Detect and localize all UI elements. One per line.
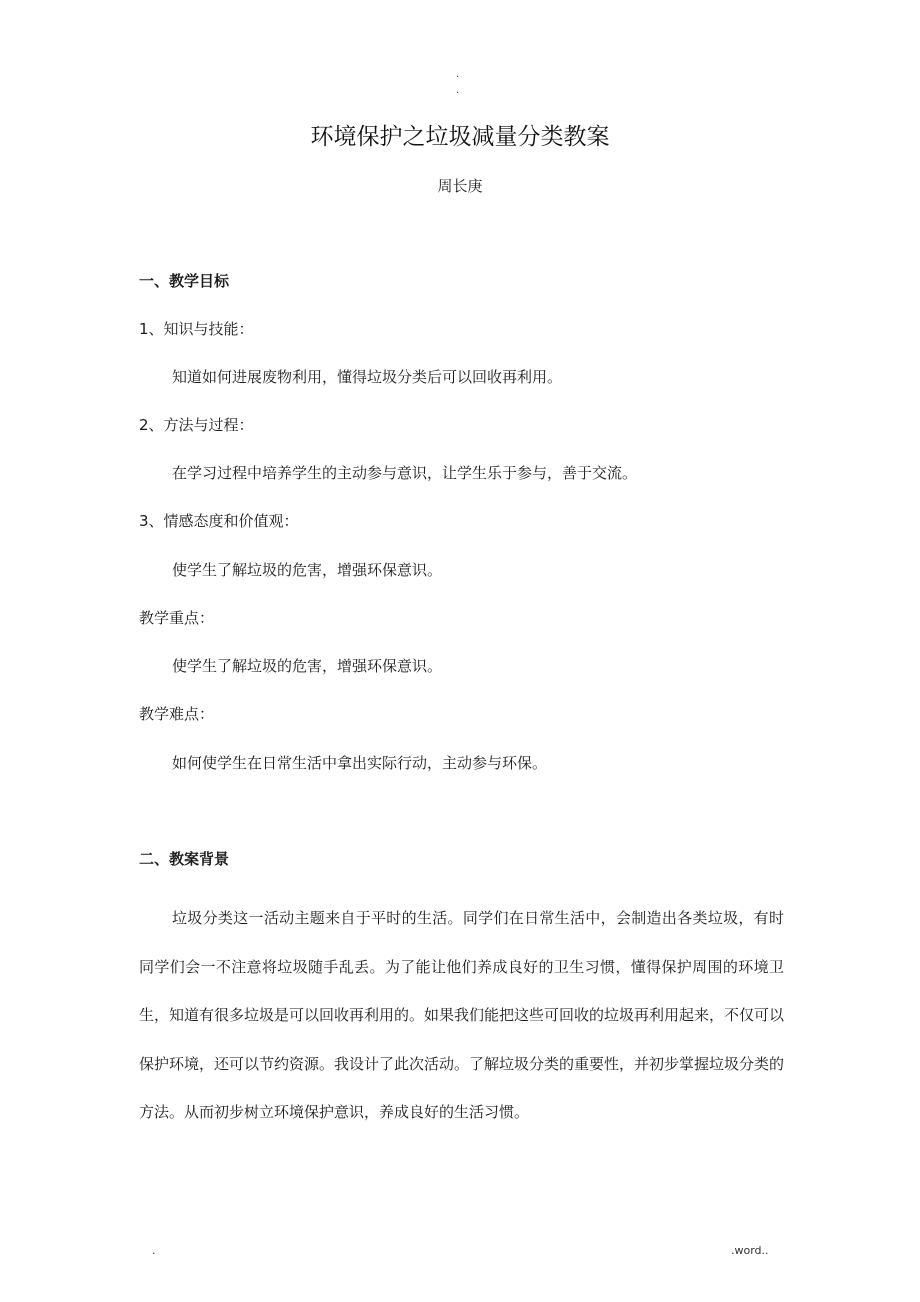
objective-label-attitude: 3、情感态度和价值观： (139, 512, 299, 530)
difficulty-text: 如何使学生在日常生活中拿出实际行动，主动参与环保。 (172, 754, 548, 772)
objective-label-method: 2、方法与过程： (139, 416, 254, 434)
document-title: 环境保护之垃圾减量分类教案 (310, 124, 610, 150)
objective-text-method: 在学习过程中培养学生的主动参与意识，让学生乐于参与，善于交流。 (172, 464, 638, 482)
objective-label-knowledge: 1、知识与技能： (139, 320, 254, 338)
header-mark-bottom: . (456, 85, 460, 96)
section-heading-background: 二、教案背景 (139, 850, 230, 868)
footer-left-mark: . (152, 1244, 156, 1257)
background-paragraph: 垃圾分类这一活动主题来自于平时的生活。同学们在日常生活中，会制造出各类垃圾，有时同学们会一不注意将垃圾随手乱丢。为了能让他们养成良好的卫生习惯，懂得保护周围的环境卫生，知道有很多垃圾是可以回收再利用的。如果我们能把这些可回收的垃圾再利用起来，不仅可以保护环境，还可以节约资源。我设计了此次活动。了解垃圾分类的重要性，并初步掌握垃圾分类的方法。从而初步树立环境保护意识，养成良好的生活习惯。 (139, 909, 785, 1121)
footer-right-mark: .word.. (731, 1244, 769, 1257)
section-heading-objectives: 一、教学目标 (139, 272, 230, 290)
header-mark-top: . (456, 69, 460, 80)
document-author: 周长庚 (437, 177, 483, 195)
difficulty-label: 教学难点： (139, 705, 215, 723)
key-point-text: 使学生了解垃圾的危害，增强环保意识。 (172, 657, 443, 675)
key-point-label: 教学重点： (139, 609, 215, 627)
objective-text-knowledge: 知道如何进展废物利用，懂得垃圾分类后可以回收再利用。 (172, 368, 563, 386)
objective-text-attitude: 使学生了解垃圾的危害，增强环保意识。 (172, 561, 443, 579)
